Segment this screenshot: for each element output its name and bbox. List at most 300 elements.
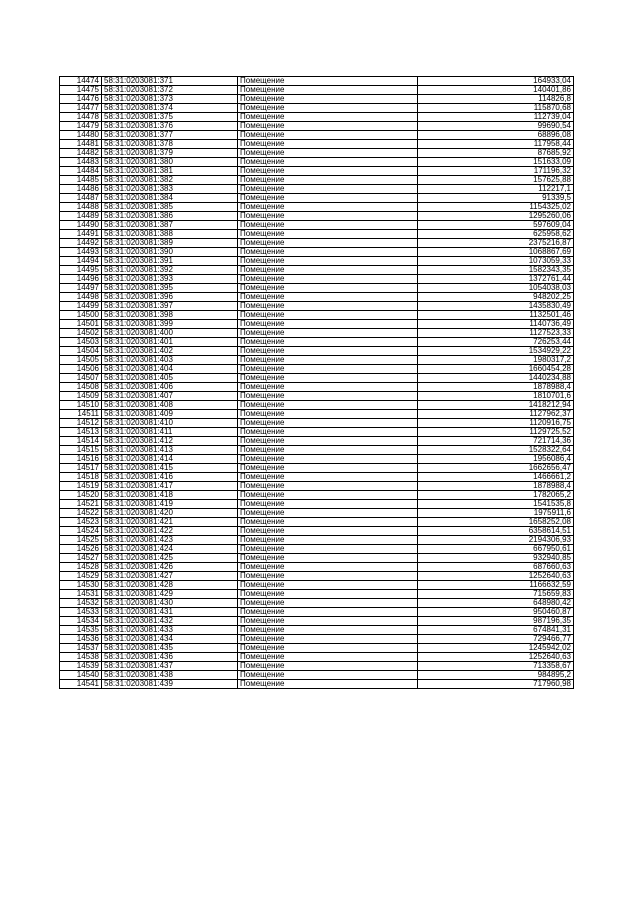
table-row bbox=[60, 293, 574, 302]
object-type-cell: Помещение bbox=[238, 356, 418, 365]
row-number-cell: 14474 bbox=[60, 77, 102, 86]
object-type-cell: Помещение bbox=[238, 446, 418, 455]
table-row bbox=[60, 446, 574, 455]
cadastral-value-cell: 1154325,02 bbox=[418, 203, 574, 212]
table-row bbox=[60, 500, 574, 509]
row-number-cell: 14535 bbox=[60, 626, 102, 635]
row-number-cell: 14527 bbox=[60, 554, 102, 563]
object-type-cell: Помещение bbox=[238, 140, 418, 149]
cadastral-number-cell: 58:31:0203081:395 bbox=[102, 284, 238, 293]
table-row bbox=[60, 491, 574, 500]
table-row bbox=[60, 77, 574, 86]
object-type-cell: Помещение bbox=[238, 221, 418, 230]
object-type-cell: Помещение bbox=[238, 563, 418, 572]
cadastral-value-cell: 112217,1 bbox=[418, 185, 574, 194]
cadastral-number-cell: 58:31:0203081:372 bbox=[102, 86, 238, 95]
cadastral-number-cell: 58:31:0203081:425 bbox=[102, 554, 238, 563]
cadastral-number-cell: 58:31:0203081:390 bbox=[102, 248, 238, 257]
row-number-cell: 14486 bbox=[60, 185, 102, 194]
row-number-cell: 14496 bbox=[60, 275, 102, 284]
row-number-cell: 14482 bbox=[60, 149, 102, 158]
cadastral-number-cell: 58:31:0203081:420 bbox=[102, 509, 238, 518]
row-number-cell: 14526 bbox=[60, 545, 102, 554]
cadastral-value-cell: 114826,8 bbox=[418, 95, 574, 104]
cadastral-value-cell: 91339,5 bbox=[418, 194, 574, 203]
cadastral-value-cell: 1528322,64 bbox=[418, 446, 574, 455]
row-number-cell: 14478 bbox=[60, 113, 102, 122]
cadastral-value-cell: 950460,87 bbox=[418, 608, 574, 617]
cadastral-number-cell: 58:31:0203081:379 bbox=[102, 149, 238, 158]
cadastral-number-cell: 58:31:0203081:430 bbox=[102, 599, 238, 608]
row-number-cell: 14485 bbox=[60, 176, 102, 185]
cadastral-value-cell: 1466661,2 bbox=[418, 473, 574, 482]
table-row bbox=[60, 401, 574, 410]
table-row bbox=[60, 383, 574, 392]
table-row bbox=[60, 248, 574, 257]
cadastral-value-cell: 6358614,51 bbox=[418, 527, 574, 536]
cadastral-value-cell: 674841,31 bbox=[418, 626, 574, 635]
cadastral-number-cell: 58:31:0203081:402 bbox=[102, 347, 238, 356]
object-type-cell: Помещение bbox=[238, 437, 418, 446]
object-type-cell: Помещение bbox=[238, 635, 418, 644]
cadastral-value-cell: 140401,86 bbox=[418, 86, 574, 95]
cadastral-number-cell: 58:31:0203081:377 bbox=[102, 131, 238, 140]
cadastral-number-cell: 58:31:0203081:439 bbox=[102, 680, 238, 689]
table-row bbox=[60, 509, 574, 518]
table-row bbox=[60, 590, 574, 599]
table-row bbox=[60, 680, 574, 689]
table-row bbox=[60, 617, 574, 626]
table-row bbox=[60, 356, 574, 365]
object-type-cell: Помещение bbox=[238, 374, 418, 383]
cadastral-value-cell: 1295260,06 bbox=[418, 212, 574, 221]
object-type-cell: Помещение bbox=[238, 122, 418, 131]
object-type-cell: Помещение bbox=[238, 410, 418, 419]
table-row bbox=[60, 455, 574, 464]
row-number-cell: 14484 bbox=[60, 167, 102, 176]
table-row bbox=[60, 239, 574, 248]
cadastral-number-cell: 58:31:0203081:400 bbox=[102, 329, 238, 338]
object-type-cell: Помещение bbox=[238, 230, 418, 239]
object-type-cell: Помещение bbox=[238, 545, 418, 554]
table-row bbox=[60, 176, 574, 185]
object-type-cell: Помещение bbox=[238, 329, 418, 338]
cadastral-number-cell: 58:31:0203081:424 bbox=[102, 545, 238, 554]
object-type-cell: Помещение bbox=[238, 266, 418, 275]
cadastral-number-cell: 58:31:0203081:413 bbox=[102, 446, 238, 455]
object-type-cell: Помещение bbox=[238, 86, 418, 95]
row-number-cell: 14504 bbox=[60, 347, 102, 356]
row-number-cell: 14507 bbox=[60, 374, 102, 383]
cadastral-value-cell: 729466,77 bbox=[418, 635, 574, 644]
cadastral-value-cell: 1166632,59 bbox=[418, 581, 574, 590]
row-number-cell: 14525 bbox=[60, 536, 102, 545]
table-row bbox=[60, 140, 574, 149]
table-row bbox=[60, 536, 574, 545]
cadastral-number-cell: 58:31:0203081:406 bbox=[102, 383, 238, 392]
table-row bbox=[60, 104, 574, 113]
object-type-cell: Помещение bbox=[238, 653, 418, 662]
table-row bbox=[60, 167, 574, 176]
row-number-cell: 14524 bbox=[60, 527, 102, 536]
object-type-cell: Помещение bbox=[238, 401, 418, 410]
cadastral-number-cell: 58:31:0203081:432 bbox=[102, 617, 238, 626]
row-number-cell: 14534 bbox=[60, 617, 102, 626]
table-row bbox=[60, 194, 574, 203]
row-number-cell: 14515 bbox=[60, 446, 102, 455]
cadastral-number-cell: 58:31:0203081:410 bbox=[102, 419, 238, 428]
cadastral-number-cell: 58:31:0203081:416 bbox=[102, 473, 238, 482]
object-type-cell: Помещение bbox=[238, 95, 418, 104]
table-row bbox=[60, 563, 574, 572]
object-type-cell: Помещение bbox=[238, 680, 418, 689]
cadastral-value-cell: 1662656,47 bbox=[418, 464, 574, 473]
row-number-cell: 14512 bbox=[60, 419, 102, 428]
table-row bbox=[60, 473, 574, 482]
cadastral-number-cell: 58:31:0203081:409 bbox=[102, 410, 238, 419]
table-row bbox=[60, 275, 574, 284]
cadastral-value-cell: 625958,62 bbox=[418, 230, 574, 239]
object-type-cell: Помещение bbox=[238, 185, 418, 194]
object-type-cell: Помещение bbox=[238, 590, 418, 599]
object-type-cell: Помещение bbox=[238, 383, 418, 392]
cadastral-number-cell: 58:31:0203081:412 bbox=[102, 437, 238, 446]
cadastral-value-cell: 932940,85 bbox=[418, 554, 574, 563]
cadastral-number-cell: 58:31:0203081:434 bbox=[102, 635, 238, 644]
row-number-cell: 14503 bbox=[60, 338, 102, 347]
object-type-cell: Помещение bbox=[238, 113, 418, 122]
object-type-cell: Помещение bbox=[238, 131, 418, 140]
cadastral-number-cell: 58:31:0203081:396 bbox=[102, 293, 238, 302]
cadastral-value-cell: 117958,44 bbox=[418, 140, 574, 149]
row-number-cell: 14508 bbox=[60, 383, 102, 392]
object-type-cell: Помещение bbox=[238, 275, 418, 284]
row-number-cell: 14477 bbox=[60, 104, 102, 113]
cadastral-value-cell: 1252640,63 bbox=[418, 572, 574, 581]
row-number-cell: 14541 bbox=[60, 680, 102, 689]
row-number-cell: 14518 bbox=[60, 473, 102, 482]
row-number-cell: 14519 bbox=[60, 482, 102, 491]
row-number-cell: 14495 bbox=[60, 266, 102, 275]
object-type-cell: Помещение bbox=[238, 338, 418, 347]
row-number-cell: 14531 bbox=[60, 590, 102, 599]
cadastral-value-cell: 1418212,94 bbox=[418, 401, 574, 410]
object-type-cell: Помещение bbox=[238, 203, 418, 212]
cadastral-value-cell: 1140736,49 bbox=[418, 320, 574, 329]
cadastral-value-cell: 987196,35 bbox=[418, 617, 574, 626]
table-row bbox=[60, 419, 574, 428]
row-number-cell: 14506 bbox=[60, 365, 102, 374]
cadastral-number-cell: 58:31:0203081:371 bbox=[102, 77, 238, 86]
row-number-cell: 14502 bbox=[60, 329, 102, 338]
object-type-cell: Помещение bbox=[238, 482, 418, 491]
cadastral-number-cell: 58:31:0203081:378 bbox=[102, 140, 238, 149]
table-row bbox=[60, 338, 574, 347]
cadastral-value-cell: 717960,98 bbox=[418, 680, 574, 689]
row-number-cell: 14500 bbox=[60, 311, 102, 320]
cadastral-value-cell: 2194306,93 bbox=[418, 536, 574, 545]
cadastral-value-cell: 1054038,03 bbox=[418, 284, 574, 293]
cadastral-number-cell: 58:31:0203081:417 bbox=[102, 482, 238, 491]
cadastral-value-cell: 721714,36 bbox=[418, 437, 574, 446]
table-row bbox=[60, 95, 574, 104]
row-number-cell: 14483 bbox=[60, 158, 102, 167]
cadastral-value-cell: 1660454,28 bbox=[418, 365, 574, 374]
cadastral-value-cell: 1245942,02 bbox=[418, 644, 574, 653]
object-type-cell: Помещение bbox=[238, 455, 418, 464]
table-row bbox=[60, 572, 574, 581]
object-type-cell: Помещение bbox=[238, 599, 418, 608]
object-type-cell: Помещение bbox=[238, 509, 418, 518]
row-number-cell: 14539 bbox=[60, 662, 102, 671]
object-type-cell: Помещение bbox=[238, 239, 418, 248]
table-row bbox=[60, 545, 574, 554]
cadastral-value-cell: 1541535,8 bbox=[418, 500, 574, 509]
table-row bbox=[60, 644, 574, 653]
table-row bbox=[60, 482, 574, 491]
table-row bbox=[60, 392, 574, 401]
table-row bbox=[60, 212, 574, 221]
cadastral-number-cell: 58:31:0203081:403 bbox=[102, 356, 238, 365]
cadastral-number-cell: 58:31:0203081:398 bbox=[102, 311, 238, 320]
object-type-cell: Помещение bbox=[238, 392, 418, 401]
table-row bbox=[60, 284, 574, 293]
table-row bbox=[60, 437, 574, 446]
table-row bbox=[60, 428, 574, 437]
row-number-cell: 14514 bbox=[60, 437, 102, 446]
cadastral-number-cell: 58:31:0203081:388 bbox=[102, 230, 238, 239]
row-number-cell: 14488 bbox=[60, 203, 102, 212]
cadastral-number-cell: 58:31:0203081:393 bbox=[102, 275, 238, 284]
cadastral-value-cell: 1582343,35 bbox=[418, 266, 574, 275]
table-row bbox=[60, 122, 574, 131]
cadastral-value-cell: 1782065,2 bbox=[418, 491, 574, 500]
cadastral-value-cell: 713358,67 bbox=[418, 662, 574, 671]
cadastral-number-cell: 58:31:0203081:437 bbox=[102, 662, 238, 671]
row-number-cell: 14532 bbox=[60, 599, 102, 608]
cadastral-value-cell: 948202,25 bbox=[418, 293, 574, 302]
cadastral-value-cell: 1068867,69 bbox=[418, 248, 574, 257]
cadastral-value-cell: 171196,32 bbox=[418, 167, 574, 176]
object-type-cell: Помещение bbox=[238, 149, 418, 158]
cadastral-value-cell: 687660,63 bbox=[418, 563, 574, 572]
cadastral-number-cell: 58:31:0203081:431 bbox=[102, 608, 238, 617]
object-type-cell: Помещение bbox=[238, 428, 418, 437]
cadastral-number-cell: 58:31:0203081:426 bbox=[102, 563, 238, 572]
cadastral-value-cell: 1440234,88 bbox=[418, 374, 574, 383]
object-type-cell: Помещение bbox=[238, 644, 418, 653]
object-type-cell: Помещение bbox=[238, 248, 418, 257]
cadastral-number-cell: 58:31:0203081:433 bbox=[102, 626, 238, 635]
cadastral-number-cell: 58:31:0203081:421 bbox=[102, 518, 238, 527]
cadastral-number-cell: 58:31:0203081:389 bbox=[102, 239, 238, 248]
table-row bbox=[60, 311, 574, 320]
cadastral-value-cell: 1435830,49 bbox=[418, 302, 574, 311]
cadastral-number-cell: 58:31:0203081:374 bbox=[102, 104, 238, 113]
table-row bbox=[60, 329, 574, 338]
row-number-cell: 14536 bbox=[60, 635, 102, 644]
row-number-cell: 14505 bbox=[60, 356, 102, 365]
row-number-cell: 14516 bbox=[60, 455, 102, 464]
cadastral-value-cell: 99690,54 bbox=[418, 122, 574, 131]
row-number-cell: 14540 bbox=[60, 671, 102, 680]
row-number-cell: 14511 bbox=[60, 410, 102, 419]
table-row bbox=[60, 266, 574, 275]
cadastral-number-cell: 58:31:0203081:419 bbox=[102, 500, 238, 509]
table-row bbox=[60, 86, 574, 95]
cadastral-value-cell: 1980317,2 bbox=[418, 356, 574, 365]
table-row bbox=[60, 518, 574, 527]
cadastral-value-cell: 68896,08 bbox=[418, 131, 574, 140]
cadastral-value-cell: 1127523,33 bbox=[418, 329, 574, 338]
cadastral-value-cell: 597609,04 bbox=[418, 221, 574, 230]
object-type-cell: Помещение bbox=[238, 365, 418, 374]
object-type-cell: Помещение bbox=[238, 347, 418, 356]
cadastral-number-cell: 58:31:0203081:418 bbox=[102, 491, 238, 500]
object-type-cell: Помещение bbox=[238, 167, 418, 176]
cadastral-number-cell: 58:31:0203081:373 bbox=[102, 95, 238, 104]
row-number-cell: 14522 bbox=[60, 509, 102, 518]
cadastral-value-table bbox=[59, 76, 574, 689]
cadastral-number-cell: 58:31:0203081:401 bbox=[102, 338, 238, 347]
cadastral-value-cell: 715659,83 bbox=[418, 590, 574, 599]
row-number-cell: 14493 bbox=[60, 248, 102, 257]
cadastral-value-cell: 1658252,08 bbox=[418, 518, 574, 527]
cadastral-value-cell: 726253,44 bbox=[418, 338, 574, 347]
cadastral-number-cell: 58:31:0203081:429 bbox=[102, 590, 238, 599]
cadastral-number-cell: 58:31:0203081:408 bbox=[102, 401, 238, 410]
object-type-cell: Помещение bbox=[238, 527, 418, 536]
table-row bbox=[60, 257, 574, 266]
cadastral-number-cell: 58:31:0203081:422 bbox=[102, 527, 238, 536]
object-type-cell: Помещение bbox=[238, 176, 418, 185]
cadastral-value-cell: 1956086,4 bbox=[418, 455, 574, 464]
object-type-cell: Помещение bbox=[238, 617, 418, 626]
table-row bbox=[60, 527, 574, 536]
row-number-cell: 14521 bbox=[60, 500, 102, 509]
row-number-cell: 14523 bbox=[60, 518, 102, 527]
cadastral-number-cell: 58:31:0203081:428 bbox=[102, 581, 238, 590]
table-row bbox=[60, 149, 574, 158]
cadastral-value-cell: 164933,04 bbox=[418, 77, 574, 86]
object-type-cell: Помещение bbox=[238, 158, 418, 167]
object-type-cell: Помещение bbox=[238, 194, 418, 203]
cadastral-number-cell: 58:31:0203081:376 bbox=[102, 122, 238, 131]
table-row bbox=[60, 653, 574, 662]
table-row bbox=[60, 302, 574, 311]
cadastral-number-cell: 58:31:0203081:384 bbox=[102, 194, 238, 203]
table-row bbox=[60, 410, 574, 419]
cadastral-number-cell: 58:31:0203081:385 bbox=[102, 203, 238, 212]
object-type-cell: Помещение bbox=[238, 581, 418, 590]
table-row bbox=[60, 374, 574, 383]
cadastral-number-cell: 58:31:0203081:381 bbox=[102, 167, 238, 176]
table-row bbox=[60, 608, 574, 617]
object-type-cell: Помещение bbox=[238, 500, 418, 509]
cadastral-value-cell: 1073059,33 bbox=[418, 257, 574, 266]
row-number-cell: 14530 bbox=[60, 581, 102, 590]
table-row bbox=[60, 599, 574, 608]
row-number-cell: 14513 bbox=[60, 428, 102, 437]
object-type-cell: Помещение bbox=[238, 311, 418, 320]
object-type-cell: Помещение bbox=[238, 104, 418, 113]
row-number-cell: 14533 bbox=[60, 608, 102, 617]
object-type-cell: Помещение bbox=[238, 257, 418, 266]
cadastral-number-cell: 58:31:0203081:399 bbox=[102, 320, 238, 329]
cadastral-number-cell: 58:31:0203081:386 bbox=[102, 212, 238, 221]
row-number-cell: 14494 bbox=[60, 257, 102, 266]
cadastral-number-cell: 58:31:0203081:415 bbox=[102, 464, 238, 473]
row-number-cell: 14538 bbox=[60, 653, 102, 662]
table-row bbox=[60, 581, 574, 590]
object-type-cell: Помещение bbox=[238, 293, 418, 302]
object-type-cell: Помещение bbox=[238, 464, 418, 473]
table-row bbox=[60, 203, 574, 212]
cadastral-value-cell: 112739,04 bbox=[418, 113, 574, 122]
cadastral-number-cell: 58:31:0203081:383 bbox=[102, 185, 238, 194]
cadastral-value-cell: 1132501,46 bbox=[418, 311, 574, 320]
object-type-cell: Помещение bbox=[238, 212, 418, 221]
cadastral-value-cell: 115870,68 bbox=[418, 104, 574, 113]
cadastral-value-cell: 1127962,37 bbox=[418, 410, 574, 419]
table-row bbox=[60, 230, 574, 239]
row-number-cell: 14517 bbox=[60, 464, 102, 473]
object-type-cell: Помещение bbox=[238, 77, 418, 86]
cadastral-value-cell: 667950,61 bbox=[418, 545, 574, 554]
cadastral-number-cell: 58:31:0203081:407 bbox=[102, 392, 238, 401]
table-body bbox=[60, 77, 574, 689]
cadastral-value-cell: 1372761,44 bbox=[418, 275, 574, 284]
object-type-cell: Помещение bbox=[238, 284, 418, 293]
table-row bbox=[60, 635, 574, 644]
row-number-cell: 14475 bbox=[60, 86, 102, 95]
cadastral-number-cell: 58:31:0203081:423 bbox=[102, 536, 238, 545]
object-type-cell: Помещение bbox=[238, 662, 418, 671]
cadastral-value-cell: 151633,09 bbox=[418, 158, 574, 167]
object-type-cell: Помещение bbox=[238, 572, 418, 581]
table-row bbox=[60, 320, 574, 329]
cadastral-number-cell: 58:31:0203081:405 bbox=[102, 374, 238, 383]
row-number-cell: 14528 bbox=[60, 563, 102, 572]
row-number-cell: 14537 bbox=[60, 644, 102, 653]
object-type-cell: Помещение bbox=[238, 626, 418, 635]
cadastral-number-cell: 58:31:0203081:438 bbox=[102, 671, 238, 680]
row-number-cell: 14489 bbox=[60, 212, 102, 221]
row-number-cell: 14476 bbox=[60, 95, 102, 104]
table-row bbox=[60, 554, 574, 563]
row-number-cell: 14481 bbox=[60, 140, 102, 149]
table-row bbox=[60, 662, 574, 671]
table-row bbox=[60, 365, 574, 374]
cadastral-value-cell: 984895,2 bbox=[418, 671, 574, 680]
row-number-cell: 14480 bbox=[60, 131, 102, 140]
cadastral-value-cell: 1878988,4 bbox=[418, 383, 574, 392]
cadastral-number-cell: 58:31:0203081:387 bbox=[102, 221, 238, 230]
cadastral-value-cell: 157625,88 bbox=[418, 176, 574, 185]
row-number-cell: 14499 bbox=[60, 302, 102, 311]
object-type-cell: Помещение bbox=[238, 536, 418, 545]
row-number-cell: 14487 bbox=[60, 194, 102, 203]
cadastral-value-cell: 1534929,22 bbox=[418, 347, 574, 356]
cadastral-number-cell: 58:31:0203081:435 bbox=[102, 644, 238, 653]
cadastral-number-cell: 58:31:0203081:404 bbox=[102, 365, 238, 374]
table-row bbox=[60, 113, 574, 122]
cadastral-number-cell: 58:31:0203081:436 bbox=[102, 653, 238, 662]
row-number-cell: 14520 bbox=[60, 491, 102, 500]
cadastral-number-cell: 58:31:0203081:391 bbox=[102, 257, 238, 266]
table-row bbox=[60, 671, 574, 680]
table-row bbox=[60, 158, 574, 167]
